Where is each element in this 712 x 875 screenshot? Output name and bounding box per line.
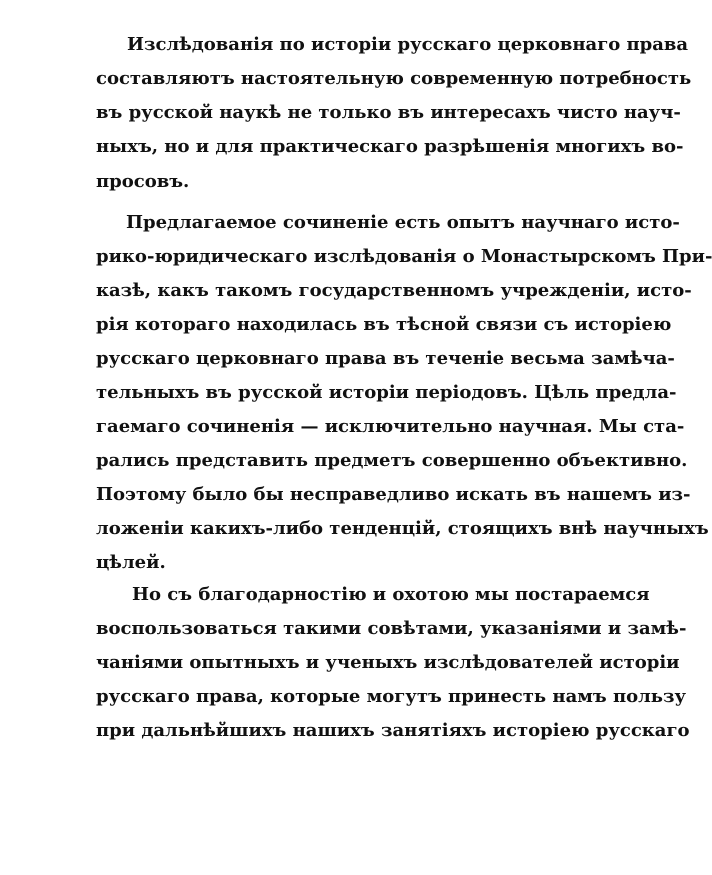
text-line: чаніями опытныхъ и ученыхъ изслѣдователей исторіи	[96, 652, 680, 673]
text-line: русскаго церковнаго права въ теченіе весьма замѣча-	[96, 348, 675, 369]
text-line: при дальнѣйшихъ нашихъ занятіяхъ исторіею русскаго	[96, 720, 690, 741]
text-line: гаемаго сочиненія — исключительно научная. Мы ста-	[96, 416, 685, 437]
text-line: Поэтому было бы несправедливо искать въ нашемъ из-	[96, 484, 691, 505]
text-line: Предлагаемое сочиненіе есть опытъ научнаго исто-	[126, 212, 680, 233]
text-line: рико-юридическаго изслѣдованія о Монастырскомъ При-	[96, 246, 712, 267]
text-line: русскаго права, которые могутъ принесть намъ пользу	[96, 686, 687, 707]
text-line: тельныхъ въ русской исторіи періодовъ. Цѣль предла-	[96, 382, 677, 403]
text-line: просовъ.	[96, 171, 190, 192]
text-line: Но съ благодарностію и охотою мы постараемся	[132, 584, 650, 605]
text-line: рія котораго находилась въ тѣсной связи съ исторіею	[96, 314, 672, 335]
text-line: рались представить предметъ совершенно объективно.	[96, 450, 688, 471]
text-line: ныхъ, но и для практическаго разрѣшенія многихъ во-	[96, 136, 684, 157]
text-line: составляютъ настоятельную современную потребность	[96, 68, 692, 89]
text-line: Изслѣдованія по исторіи русскаго церковнаго права	[127, 34, 689, 55]
text-line: ложеніи какихъ-либо тенденцій, стоящихъ внѣ научныхъ	[96, 518, 709, 539]
text-line: воспользоваться такими совѣтами, указаніями и замѣ-	[96, 618, 687, 639]
text-line: цѣлей.	[96, 552, 166, 573]
text-line: казѣ, какъ такомъ государственномъ учрежденіи, исто-	[96, 280, 692, 301]
text-line: въ русской наукѣ не только въ интересахъ чисто науч-	[96, 102, 681, 123]
